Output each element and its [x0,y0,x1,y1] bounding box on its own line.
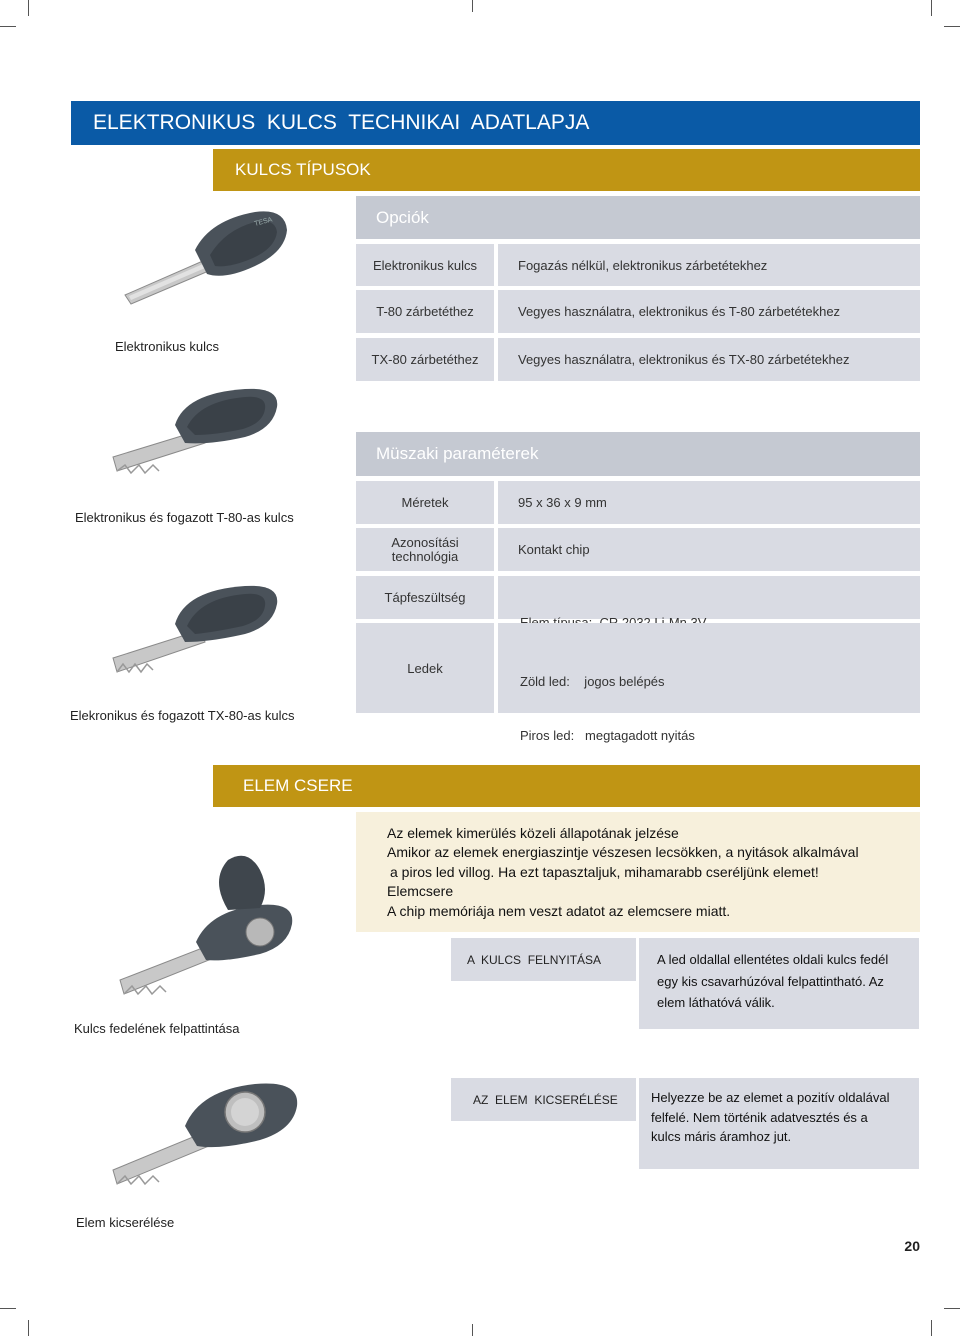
replace-battery-text-line: Helyezze be az elemet a pozitív oldalával [651,1090,890,1105]
crop-mark [0,1308,16,1309]
replace-battery-text-line: felfelé. Nem történik adatvesztés és a [651,1109,868,1125]
electronic-key-image [115,200,295,310]
tech-param-cell: Azonosítási technológia [356,528,494,571]
options-header: Opciók [356,196,920,239]
option-type-cell: T-80 zárbetéthez [356,290,494,333]
option-type-cell: TX-80 zárbetéthez [356,338,494,381]
option-desc-cell: Fogazás nélkül, elektronikus zárbetétekhez [498,244,920,286]
option-desc-cell: Vegyes használatra, elektronikus és T-80 zárbetétekhez [498,290,920,333]
tech-param-cell: Tápfeszültség [356,576,494,619]
battery-info-line: A chip memóriája nem veszt adatot az elemcsere miatt. [387,902,731,919]
replace-battery-text [639,1078,919,1169]
crop-mark [472,1324,473,1336]
crop-mark [472,0,473,12]
replace-battery-label: AZ ELEM KICSERÉLÉSE [451,1078,636,1121]
tech-value-cell [498,623,920,743]
tech-params-header: Müszaki paraméterek [356,432,920,476]
open-key-text-line: egy kis csavarhúzóval felpattintható. Az [657,973,884,989]
key5-caption: Elem kicserélése [76,1215,175,1230]
opened-key-image [110,850,320,1000]
t80-key-image [105,385,305,485]
tech-value-line: Piros led: megtagadott nyitás [520,728,695,743]
key1-caption: Elektronikus kulcs [115,339,220,354]
battery-info-line: Elemcsere [387,883,454,900]
svg-text:TESA: TESA [253,216,274,228]
page-title: ELEKTRONIKUS KULCS TECHNIKAI ADATLAPJA [71,101,920,145]
key2-caption: Elektronikus és fogazott T-80-as kulcs [75,510,294,525]
crop-mark [28,1320,29,1336]
crop-mark [931,1320,932,1336]
crop-mark [931,0,932,16]
option-desc-cell: Vegyes használatra, elektronikus és TX-80 zárbetétekhez [498,338,920,381]
crop-mark [0,26,16,27]
open-key-label: A KULCS FELNYITÁSA [451,938,636,981]
key4-caption: Kulcs fedelének felpattintása [74,1021,240,1036]
battery-header: ELEM CSERE [213,765,920,807]
battery-info-line: Az elemek kimerülés közeli állapotának jelzése [387,825,679,841]
tx80-key-image [105,580,305,680]
battery-key-image [105,1070,315,1190]
key-types-header: KULCS TÍPUSOK [213,149,920,191]
battery-info-box [356,812,920,932]
key3-caption: Elekronikus és fogazott TX-80-as kulcs [70,708,295,723]
open-key-text-line: A led oldallal ellentétes oldali kulcs fedél [657,952,889,967]
tech-param-cell: Ledek [356,623,494,713]
tech-value-cell [498,576,920,619]
open-key-text-line: elem láthatóvá válik. [657,995,775,1010]
tech-param-cell: Méretek [356,481,494,524]
battery-info-line: a piros led villog. Ha ezt tapasztaljuk, mihamarabb cseréljünk elemet! [390,863,819,880]
page-number: 20 [904,1238,920,1254]
crop-mark [944,1308,960,1309]
replace-battery-text-line: kulcs máris áramhoz jut. [651,1129,792,1144]
tech-value-cell: 95 x 36 x 9 mm [498,481,920,524]
open-key-text [639,938,919,1029]
battery-info-line: Amikor az elemek energiaszintje vészesen lecsökken, a nyitások alkalmával [387,844,859,861]
crop-mark [944,26,960,27]
tech-value-cell: Kontakt chip [498,528,920,571]
crop-mark [28,0,29,16]
option-type-cell: Elektronikus kulcs [356,244,494,286]
tech-value-line: Zöld led: jogos belépés [520,674,665,689]
